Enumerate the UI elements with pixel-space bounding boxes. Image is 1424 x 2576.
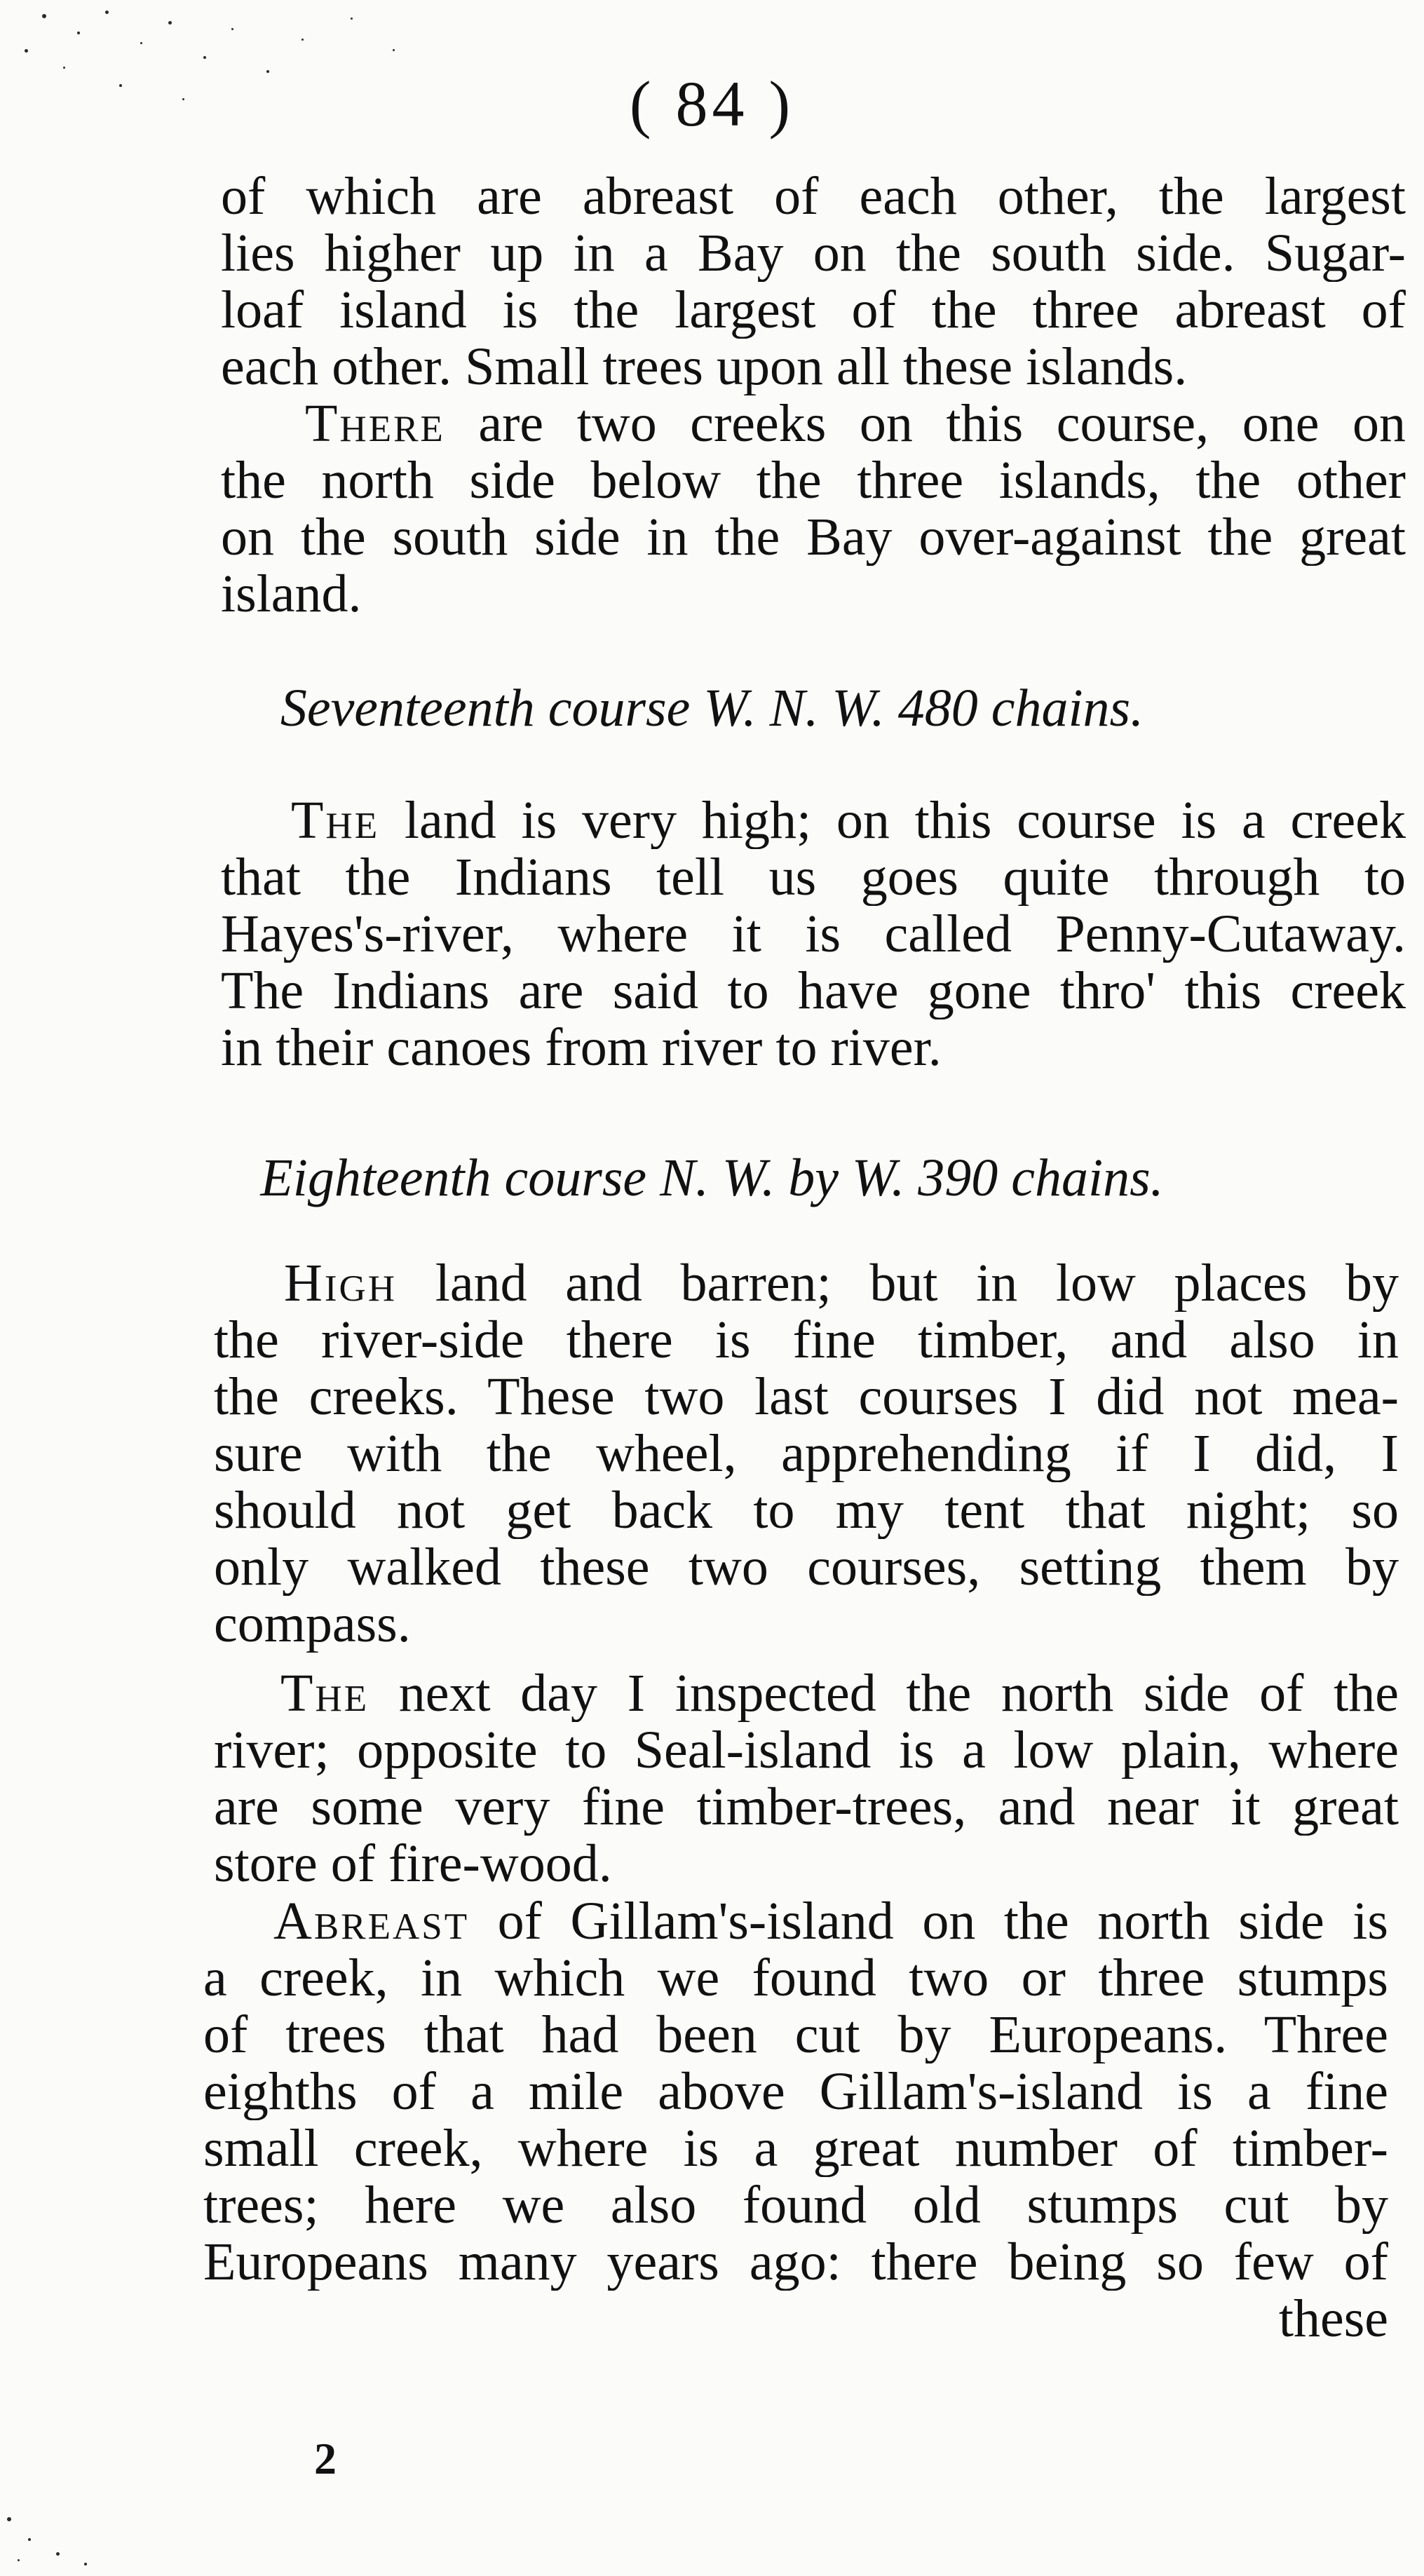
text-line: should not get back to my tent that night; so [214,1482,1399,1539]
text-line: The Indians are said to have gone thro' this creek [221,963,1406,1019]
text-line: compass. [214,1596,411,1653]
text-line: in their canoes from river to river. [221,1019,942,1076]
paragraph-lead-word: There [305,395,445,452]
eighteenth-course-paragraph-1 [214,1255,1399,1653]
text-line: the north side below the three islands, the other [221,452,1406,509]
text-line: of trees that had been cut by Europeans. Three [203,2007,1388,2063]
text-line [203,1893,1388,1950]
text-line: on the south side in the Bay over-against the great [221,509,1406,566]
text-line [221,792,1406,849]
text-line: sure with the wheel, apprehending if I did, I [214,1425,1399,1482]
text-line [221,395,1406,452]
creeks-paragraph [221,395,1406,623]
text-fragment: are two creeks on this course, one on [445,395,1406,452]
text-line [214,1665,1399,1722]
text-fragment: of Gillam's-island on the north side is [469,1893,1388,1950]
section-heading-eighteenth: Eighteenth course N. W. by W. 390 chains. [260,1148,1164,1207]
text-line: loaf island is the largest of the three abreast of [221,282,1406,339]
page-number-header: ( 84 ) [629,68,795,140]
paragraph-lead-word: Abreast [273,1893,470,1950]
section-heading-seventeenth: Seventeenth course W. N. W. 480 chains. [280,679,1144,738]
text-line: the river-side there is fine timber, and also in [214,1312,1399,1369]
text-line: are some very fine timber-trees, and near it great [214,1779,1399,1836]
text-line: only walked these two courses, setting them by [214,1539,1399,1596]
text-line: the creeks. These two last courses I did not mea- [214,1369,1399,1425]
text-line: island. [221,566,362,623]
text-line: Europeans many years ago: there being so few of [203,2234,1388,2291]
text-line: Hayes's-river, where it is called Penny-Cutaway. [221,906,1406,963]
eighteenth-course-paragraph-3 [203,1893,1388,2347]
opening-paragraph [221,168,1406,395]
eighteenth-course-paragraph-2 [214,1665,1399,1892]
signature-mark: 2 [314,2434,337,2483]
text-line: each other. Small trees upon all these islands. [221,339,1188,395]
text-line: lies higher up in a Bay on the south side. Sugar- [221,225,1406,282]
text-line [214,1255,1399,1312]
paragraph-lead-word: The [280,1665,369,1722]
text-fragment: land is very high; on this course is a creek [379,792,1406,849]
text-line: trees; here we also found old stumps cut by [203,2177,1388,2234]
text-line: river; opposite to Seal-island is a low plain, where [214,1722,1399,1779]
catchword: these [1278,2291,1388,2347]
text-line: that the Indians tell us goes quite through to [221,849,1406,906]
text-line: store of fire-wood. [214,1836,612,1892]
text-line: a creek, in which we found two or three stumps [203,1950,1388,2007]
text-fragment: next day I inspected the north side of the [369,1665,1399,1722]
text-line: small creek, where is a great number of timber- [203,2120,1388,2177]
text-line: eighths of a mile above Gillam's-island is a fine [203,2063,1388,2120]
text-fragment: land and barren; but in low places by [397,1255,1399,1312]
paragraph-lead-word: The [291,792,380,849]
seventeenth-course-paragraph [221,792,1406,1076]
paragraph-lead-word: High [284,1255,398,1312]
text-line: of which are abreast of each other, the largest [221,168,1406,225]
